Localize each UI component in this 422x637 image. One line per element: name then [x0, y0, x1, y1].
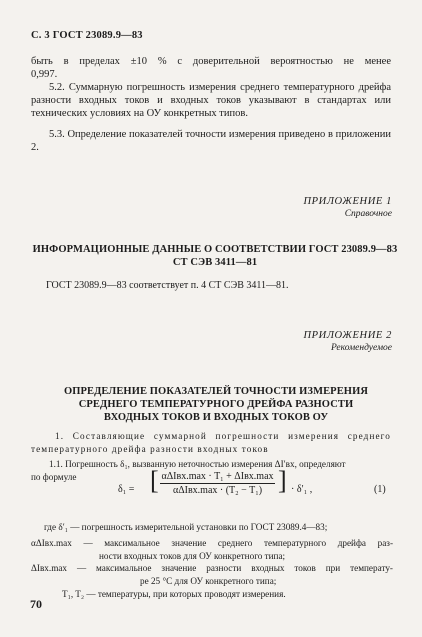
appendix-2-title — [40, 385, 392, 424]
formula-numerator: αΔIвх.max · T₁ + ΔIвх.max — [161, 471, 274, 482]
paragraph-line: быть в пределах ±10 % с доверительной вероятностью не менее — [31, 56, 391, 67]
left-bracket: [ — [150, 466, 159, 495]
formula-denominator: αΔIвх.max · (T₂ − T₁) — [172, 485, 263, 496]
formula-lhs: δ₁ = — [118, 484, 135, 495]
appendix-1-title — [30, 243, 400, 269]
where-alpha-line2: ности входных токов для ОУ конкретного типа; — [99, 551, 286, 561]
where-delta1: где δ′₁ — погрешность измерительной установки по ГОСТ 23089.4—83; — [44, 522, 328, 532]
right-bracket: ] — [278, 466, 287, 495]
title-line: СРЕДНЕГО ТЕМПЕРАТУРНОГО ДРЕЙФА РАЗНОСТИ — [78, 399, 354, 410]
appendix-2-type: Рекомендуемое — [330, 343, 392, 353]
title-line: СТ СЭВ 3411—81 — [172, 257, 258, 268]
where-temperatures: T₁, T₂ — температуры, при которых проводят измерения. — [62, 589, 286, 599]
appendix-1-type: Справочное — [344, 209, 392, 219]
paragraph-5-2: 5.2. Суммарную погрешность измерения среднего температурного дрейфа разности входных токов и входных токов указывают в стандартах или технических условиях на ОУ конкретных типов. — [31, 82, 391, 119]
paragraph-line: 1.1. Погрешность δ₁, вызванную неточностью измерения ΔI′вх, определяют — [49, 459, 346, 469]
title-line: ИНФОРМАЦИОННЫЕ ДАННЫЕ О СООТВЕТСТВИИ ГОСТ 23089.9—83 — [32, 244, 398, 255]
paragraph-5-1-continued — [31, 55, 391, 81]
page-header: С. 3 ГОСТ 23089.9—83 — [31, 30, 143, 41]
paragraph-5-3: 5.3. Определение показателей точности измерения приведено в приложении 2. — [31, 129, 391, 153]
paragraph-line: по формуле — [31, 471, 77, 482]
formula-rhs: · δ′₁ , — [291, 484, 313, 495]
paragraph-line: 0,997. — [31, 69, 58, 80]
appendix-2-paragraph-1: 1. Составляющие суммарной погрешности измерения среднего температурного дрейфа разности входных токов — [31, 431, 391, 454]
formula-number: (1) — [374, 484, 386, 495]
title-line: ВХОДНЫХ ТОКОВ И ВХОДНЫХ ТОКОВ ОУ — [103, 412, 329, 423]
appendix-2-label: ПРИЛОЖЕНИЕ 2 — [303, 330, 392, 341]
appendix-1-label: ПРИЛОЖЕНИЕ 1 — [303, 196, 392, 207]
where-deltaI-line1: ΔIвх.max — максимальное значение разности входных токов при температу- — [31, 563, 393, 573]
page-number: 70 — [30, 597, 42, 611]
formula-fraction — [160, 471, 275, 496]
appendix-1-text: ГОСТ 23089.9—83 соответствует п. 4 СТ СЭВ 3411—81. — [46, 280, 289, 291]
title-line: ОПРЕДЕЛЕНИЕ ПОКАЗАТЕЛЕЙ ТОЧНОСТИ ИЗМЕРЕНИЯ — [63, 386, 369, 397]
where-deltaI-line2: ре 25 °С для ОУ конкретного типа; — [140, 576, 277, 586]
where-alpha-line1: αΔIвх.max — максимальное значение среднего температурного дрейфа раз- — [31, 538, 393, 548]
